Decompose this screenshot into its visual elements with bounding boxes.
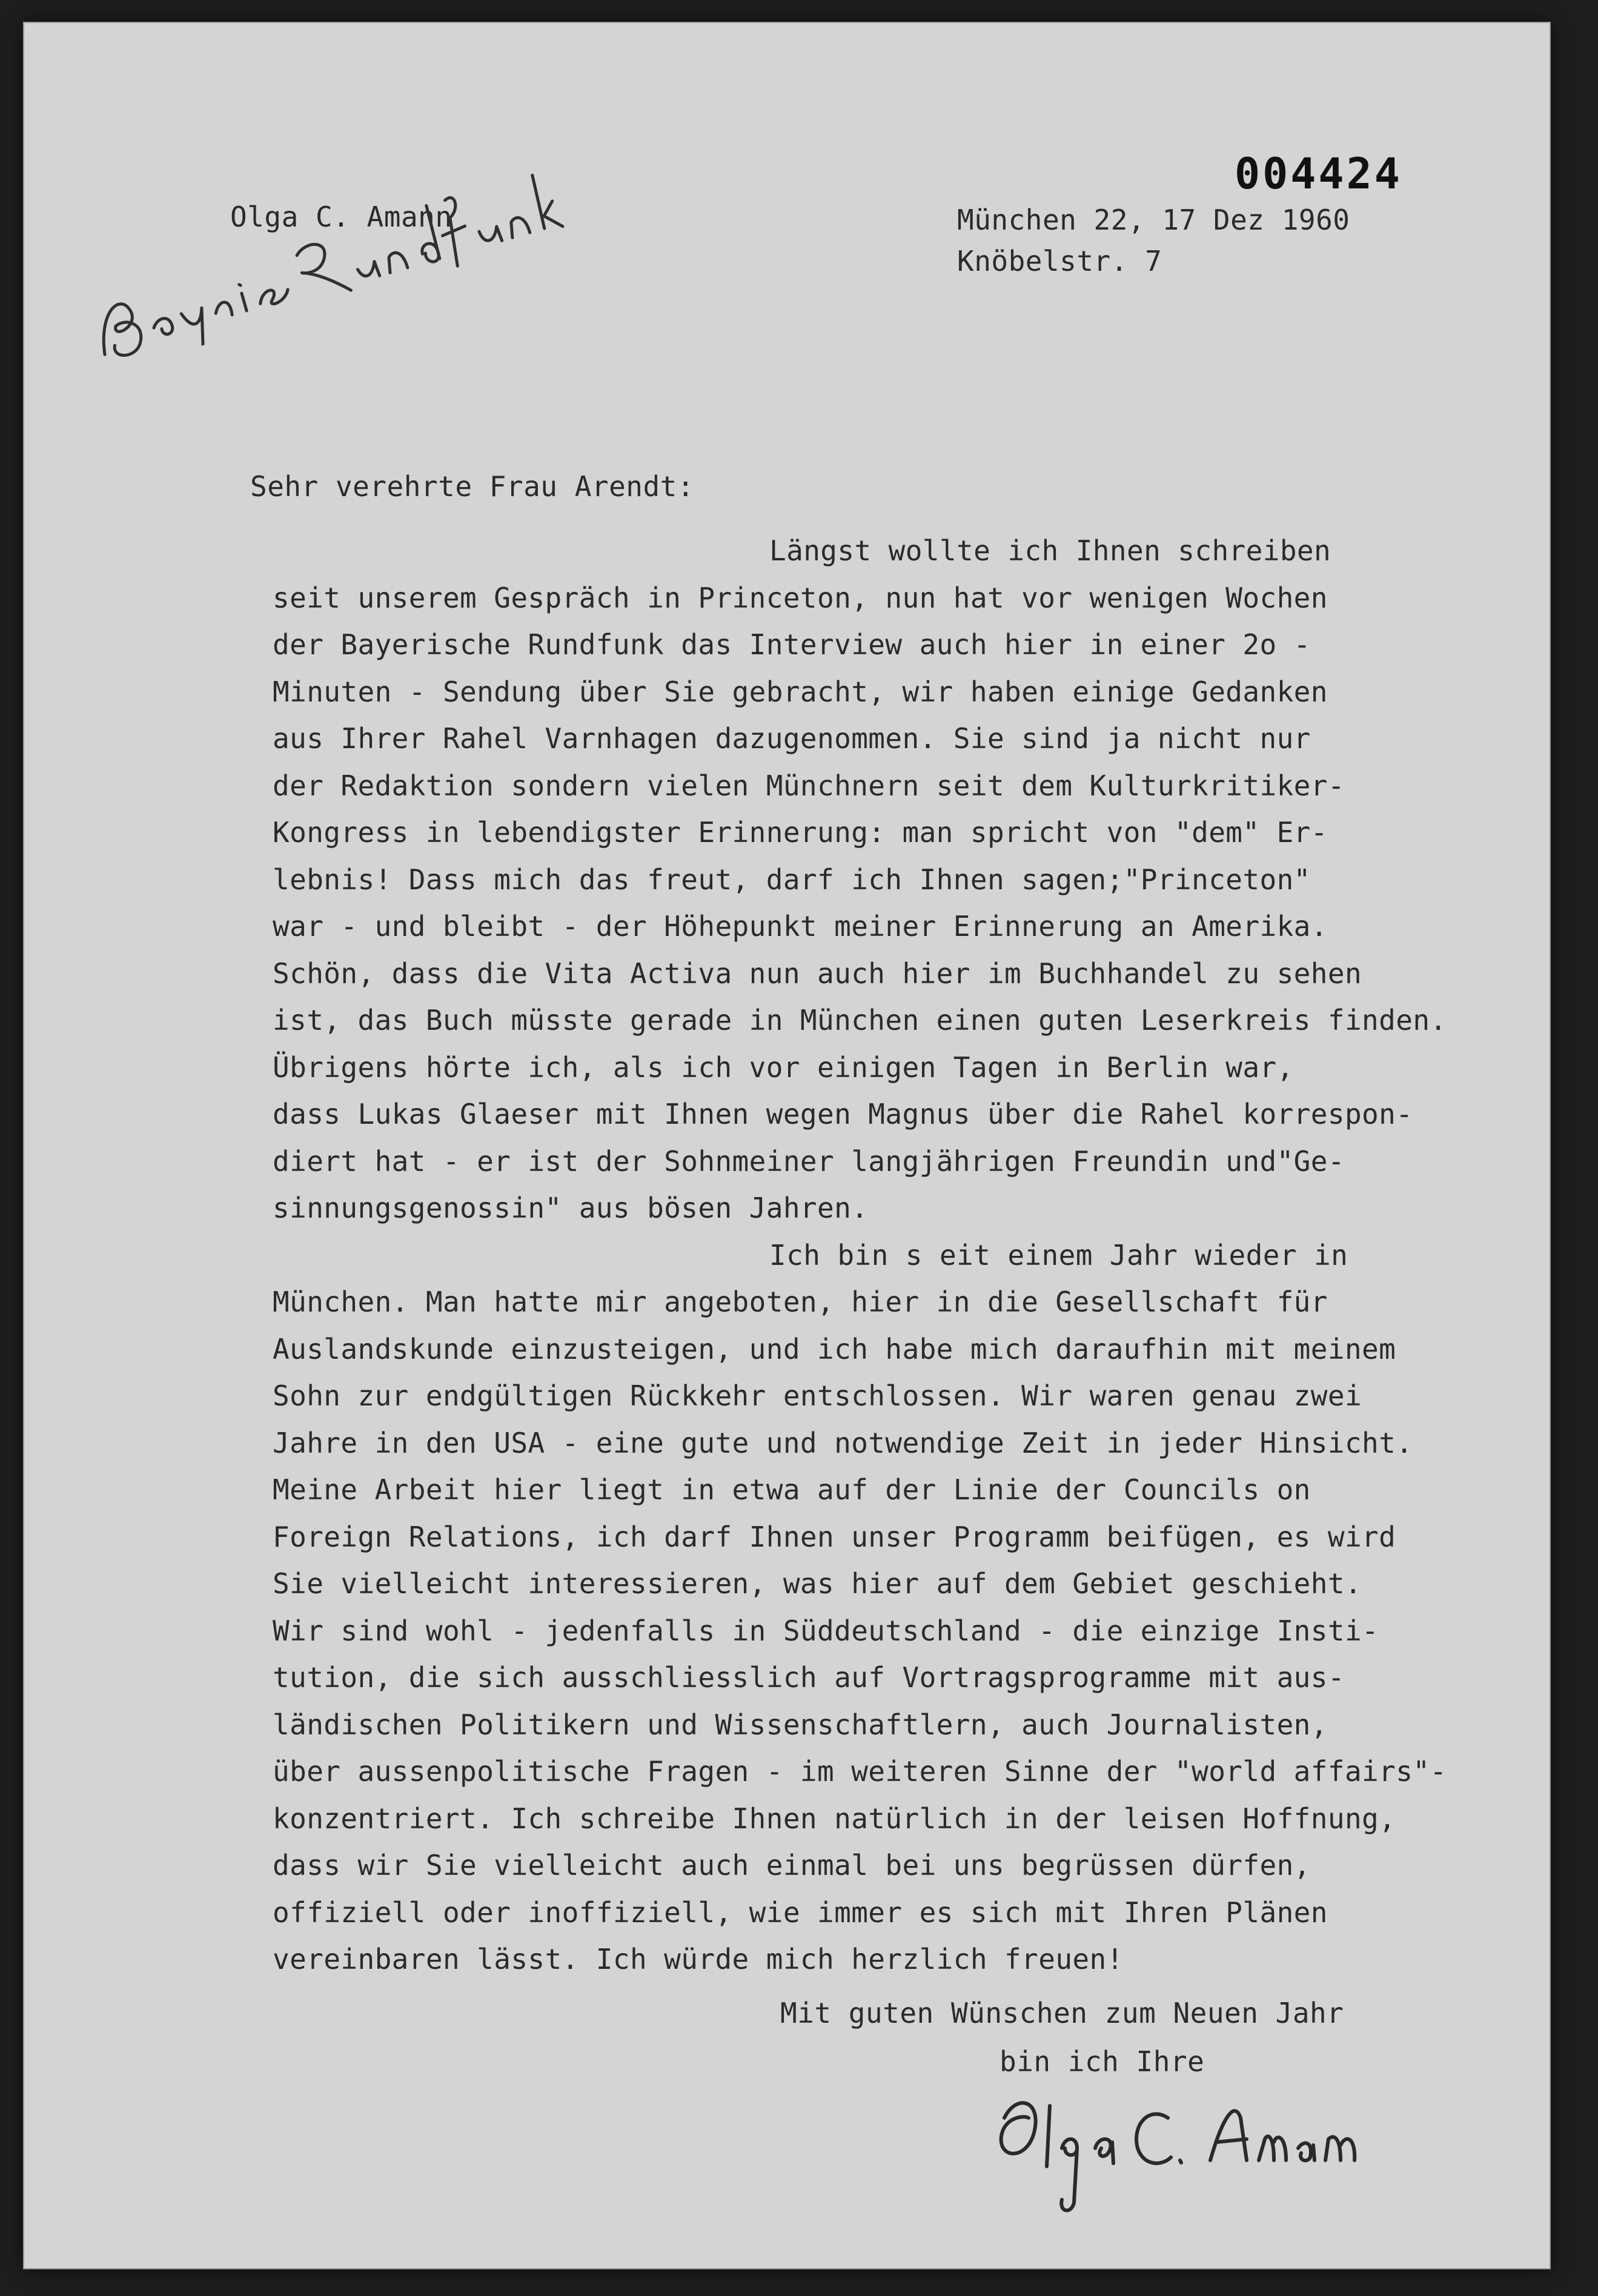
letter-body	[273, 528, 1484, 1983]
body-line: Ich bin s eit einem Jahr wieder in	[769, 1238, 1348, 1272]
body-line: Längst wollte ich Ihnen schreiben	[769, 534, 1331, 567]
body-line: Sohn zur endgültigen Rückkehr entschlossen. Wir waren genau zwei	[273, 1379, 1362, 1412]
body-line: Meine Arbeit hier liegt in etwa auf der Linie der Councils on	[273, 1473, 1311, 1506]
body-line: lebnis! Dass mich das freut, darf ich Ihnen sagen;"Princeton"	[273, 863, 1311, 896]
body-line: dass Lukas Glaeser mit Ihnen wegen Magnus über die Rahel korrespon-	[273, 1098, 1413, 1130]
body-line: Minuten - Sendung über Sie gebracht, wir haben einige Gedanken	[273, 675, 1328, 708]
body-line: über aussenpolitische Fragen - im weiteren Sinne der "world affairs"-	[273, 1755, 1447, 1788]
sender-name: Olga C. Amann	[230, 201, 453, 233]
body-line: konzentriert. Ich schreibe Ihnen natürlich in der leisen Hoffnung,	[273, 1802, 1396, 1835]
closing-line-2: bin ich Ihre	[1000, 2045, 1205, 2078]
handwritten-annotation-drawing	[78, 130, 628, 374]
body-line: ist, das Buch müsste gerade in München einen guten Leserkreis finden.	[273, 1004, 1447, 1037]
letter-page	[23, 22, 1551, 2269]
handwritten-annotation	[78, 130, 632, 387]
body-line: Auslandskunde einzusteigen, und ich habe mich daraufhin mit meinem	[273, 1332, 1396, 1365]
body-line: vereinbaren lässt. Ich würde mich herzlich freuen!	[273, 1943, 1124, 1976]
body-line: war - und bleibt - der Höhepunkt meiner Erinnerung an Amerika.	[273, 910, 1328, 943]
body-line: sinnungsgenossin" aus bösen Jahren.	[273, 1192, 869, 1224]
body-line: Übrigens hörte ich, als ich vor einigen Tagen in Berlin war,	[273, 1050, 1294, 1084]
closing-line: Mit guten Wünschen zum Neuen Jahr	[780, 1997, 1344, 2029]
body-line: seit unserem Gespräch in Princeton, nun hat vor wenigen Wochen	[273, 581, 1328, 614]
body-line: diert hat - er ist der Sohnmeiner langjährigen Freundin und"Ge-	[273, 1144, 1345, 1178]
body-line: aus Ihrer Rahel Varnhagen dazugenommen. Sie sind ja nicht nur	[273, 722, 1311, 755]
salutation: Sehr verehrte Frau Arendt:	[250, 470, 695, 503]
body-line: Foreign Relations, ich darf Ihnen unser Programm beifügen, es wird	[273, 1520, 1396, 1553]
body-line: Sie vielleicht interessieren, was hier auf dem Gebiet geschieht.	[273, 1567, 1362, 1600]
body-line: Jahre in den USA - eine gute und notwendige Zeit in jeder Hinsicht.	[273, 1426, 1413, 1459]
signature-drawing	[992, 2082, 1477, 2215]
body-line: ländischen Politikern und Wissenschaftlern, auch Journalisten,	[273, 1708, 1328, 1741]
place-date: München 22, 17 Dez 1960	[957, 204, 1350, 236]
body-line: Wir sind wohl - jedenfalls in Süddeutschland - die einzige Insti-	[273, 1614, 1379, 1647]
body-line: München. Man hatte mir angeboten, hier in die Gesellschaft für	[273, 1286, 1328, 1318]
body-line: offiziell oder inoffiziell, wie immer es sich mit Ihren Plänen	[273, 1896, 1328, 1929]
body-line: der Redaktion sondern vielen Münchnern seit dem Kulturkritiker-	[273, 769, 1345, 802]
signature	[992, 2082, 1477, 2215]
body-line: Kongress in lebendigster Erinnerung: man spricht von "dem" Er-	[273, 816, 1328, 849]
body-line: der Bayerische Rundfunk das Interview auch hier in einer 2o -	[273, 628, 1311, 661]
street-address: Knöbelstr. 7	[957, 245, 1162, 277]
document-number: 004424	[1235, 149, 1402, 199]
body-line: dass wir Sie vielleicht auch einmal bei uns begrüssen dürfen,	[273, 1849, 1311, 1882]
body-line: tution, die sich ausschliesslich auf Vortragsprogramme mit aus-	[273, 1661, 1345, 1694]
body-line: Schön, dass die Vita Activa nun auch hier im Buchhandel zu sehen	[273, 957, 1362, 990]
